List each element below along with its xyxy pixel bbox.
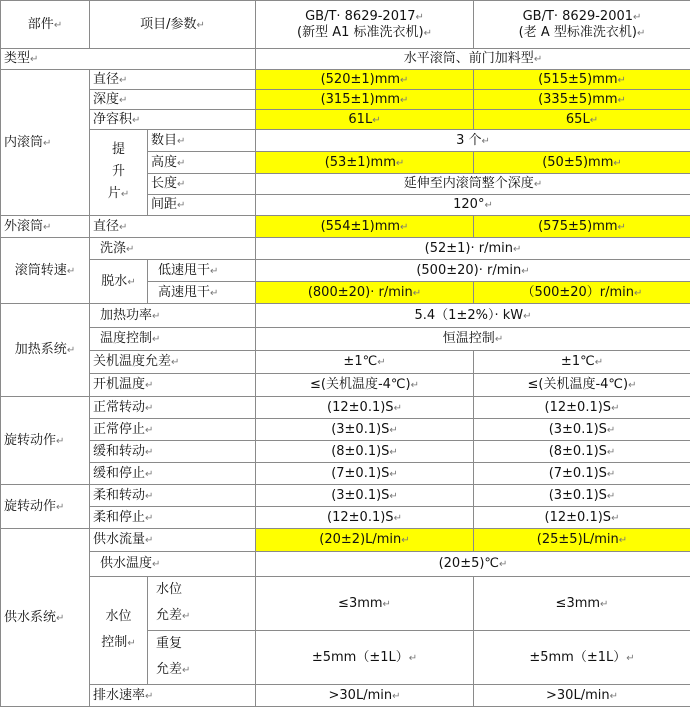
param-label: 长度 ↵	[148, 174, 256, 195]
header-item: 项目/参数 ↵	[90, 1, 256, 49]
table-row	[1, 419, 690, 441]
value-2001: (335±5)mm ↵	[474, 90, 690, 110]
param-label: 重复 允差 ↵	[148, 631, 256, 685]
table-row	[1, 685, 690, 707]
value-2017: 61L ↵	[256, 110, 474, 130]
water-label: 供水系统 ↵	[1, 529, 90, 707]
value-2001: (12±0.1)S ↵	[474, 397, 690, 419]
type-label: 类型 ↵	[1, 49, 256, 70]
table-row	[1, 351, 690, 374]
param-label: 净容积 ↵	[90, 110, 256, 130]
value-shared: 恒温控制 ↵	[256, 328, 690, 351]
param-label: 高度 ↵	[148, 152, 256, 174]
table-row	[1, 70, 690, 90]
lifter-label: 提 升 片 ↵	[90, 130, 148, 216]
value-2001: (50±5)mm ↵	[474, 152, 690, 174]
table-row	[1, 90, 690, 110]
value-2017: (20±2)L/min ↵	[256, 529, 474, 552]
table-row	[1, 216, 690, 238]
value-2001: ≤3mm ↵	[474, 577, 690, 631]
value-2001: 65L ↵	[474, 110, 690, 130]
table-row	[1, 374, 690, 397]
param-label: 缓和停止 ↵	[90, 463, 256, 485]
param-label: 低速甩干 ↵	[148, 260, 256, 282]
param-label: 正常转动 ↵	[90, 397, 256, 419]
param-label: 柔和转动 ↵	[90, 485, 256, 507]
value-shared: 延伸至内滚筒整个深度 ↵	[256, 174, 690, 195]
param-label: 高速甩干 ↵	[148, 282, 256, 304]
value-2017: (3±0.1)S ↵	[256, 419, 474, 441]
value-2001: (3±0.1)S ↵	[474, 419, 690, 441]
value-2017: (53±1)mm ↵	[256, 152, 474, 174]
value-2017: (12±0.1)S ↵	[256, 397, 474, 419]
value-2001: (25±5)L/min ↵	[474, 529, 690, 552]
value-shared: (500±20)· r/min ↵	[256, 260, 690, 282]
table-row	[1, 130, 690, 152]
param-label: 洗涤 ↵	[90, 238, 256, 260]
value-2017: ≤(关机温度-4℃) ↵	[256, 374, 474, 397]
heating-label: 加热系统 ↵	[1, 304, 90, 397]
table-row	[1, 304, 690, 328]
table-row	[1, 507, 690, 529]
value-2017: >30L/min ↵	[256, 685, 474, 707]
value-2017: (3±0.1)S ↵	[256, 485, 474, 507]
value-2017: ≤3mm ↵	[256, 577, 474, 631]
param-label: 关机温度允差 ↵	[90, 351, 256, 374]
value-2001: (7±0.1)S ↵	[474, 463, 690, 485]
value-2017: (315±1)mm ↵	[256, 90, 474, 110]
table-row	[1, 397, 690, 419]
param-label: 间距 ↵	[148, 195, 256, 216]
value-shared: (20±5)℃ ↵	[256, 552, 690, 577]
param-label: 开机温度 ↵	[90, 374, 256, 397]
param-label: 加热功率 ↵	[90, 304, 256, 328]
table-row	[1, 577, 690, 631]
table-row	[1, 110, 690, 130]
table-row	[1, 328, 690, 351]
value-shared: (52±1)· r/min ↵	[256, 238, 690, 260]
param-label: 缓和转动 ↵	[90, 441, 256, 463]
table-row	[1, 260, 690, 282]
rotation1-label: 旋转动作 ↵	[1, 397, 90, 485]
param-label: 数目 ↵	[148, 130, 256, 152]
header-gb2017: GB/T· 8629-2017 ↵ (新型 A1 标准洗衣机) ↵	[256, 1, 474, 49]
table-row	[1, 552, 690, 577]
value-shared: 120° ↵	[256, 195, 690, 216]
value-2001: (8±0.1)S ↵	[474, 441, 690, 463]
table-row	[1, 529, 690, 552]
value-2001: ≤(关机温度-4℃) ↵	[474, 374, 690, 397]
value-2001: (3±0.1)S ↵	[474, 485, 690, 507]
value-2017: (520±1)mm ↵	[256, 70, 474, 90]
value-2001: ±5mm（±1L） ↵	[474, 631, 690, 685]
value-shared: 5.4（1±2%）· kW ↵	[256, 304, 690, 328]
inner-drum-label: 内滚筒 ↵	[1, 70, 90, 216]
value-2017: ±1℃ ↵	[256, 351, 474, 374]
outer-drum-label: 外滚筒 ↵	[1, 216, 90, 238]
param-label: 排水速率 ↵	[90, 685, 256, 707]
value-2017: (554±1)mm ↵	[256, 216, 474, 238]
value-shared: 3 个 ↵	[256, 130, 690, 152]
param-label: 水位 允差 ↵	[148, 577, 256, 631]
table-row	[1, 463, 690, 485]
spin-label: 脱水 ↵	[90, 260, 148, 304]
type-value: 水平滚筒、前门加料型 ↵	[256, 49, 690, 70]
table-row	[1, 441, 690, 463]
value-2001: (515±5)mm ↵	[474, 70, 690, 90]
value-2017: (12±0.1)S ↵	[256, 507, 474, 529]
value-2001: (12±0.1)S ↵	[474, 507, 690, 529]
value-2017: (800±20)· r/min ↵	[256, 282, 474, 304]
param-label: 供水流量 ↵	[90, 529, 256, 552]
value-2001: ±1℃ ↵	[474, 351, 690, 374]
header-row	[1, 1, 690, 49]
rotation2-label: 旋转动作 ↵	[1, 485, 90, 529]
param-label: 正常停止 ↵	[90, 419, 256, 441]
param-label: 直径 ↵	[90, 216, 256, 238]
value-2001: （500±20）r/min ↵	[474, 282, 690, 304]
param-label: 直径 ↵	[90, 70, 256, 90]
table-row	[1, 49, 690, 70]
value-2017: (8±0.1)S ↵	[256, 441, 474, 463]
param-label: 温度控制 ↵	[90, 328, 256, 351]
value-2017: ±5mm（±1L） ↵	[256, 631, 474, 685]
table-row	[1, 238, 690, 260]
value-2001: (575±5)mm ↵	[474, 216, 690, 238]
param-label: 供水温度 ↵	[90, 552, 256, 577]
header-gb2001: GB/T· 8629-2001 ↵ (老 A 型标准洗衣机) ↵	[474, 1, 690, 49]
value-2017: (7±0.1)S ↵	[256, 463, 474, 485]
param-label: 柔和停止 ↵	[90, 507, 256, 529]
param-label: 深度 ↵	[90, 90, 256, 110]
table-row	[1, 485, 690, 507]
drum-speed-label: 滚筒转速 ↵	[1, 238, 90, 304]
value-2001: >30L/min ↵	[474, 685, 690, 707]
level-control-label: 水位 控制 ↵	[90, 577, 148, 685]
header-part: 部件 ↵	[1, 1, 90, 49]
